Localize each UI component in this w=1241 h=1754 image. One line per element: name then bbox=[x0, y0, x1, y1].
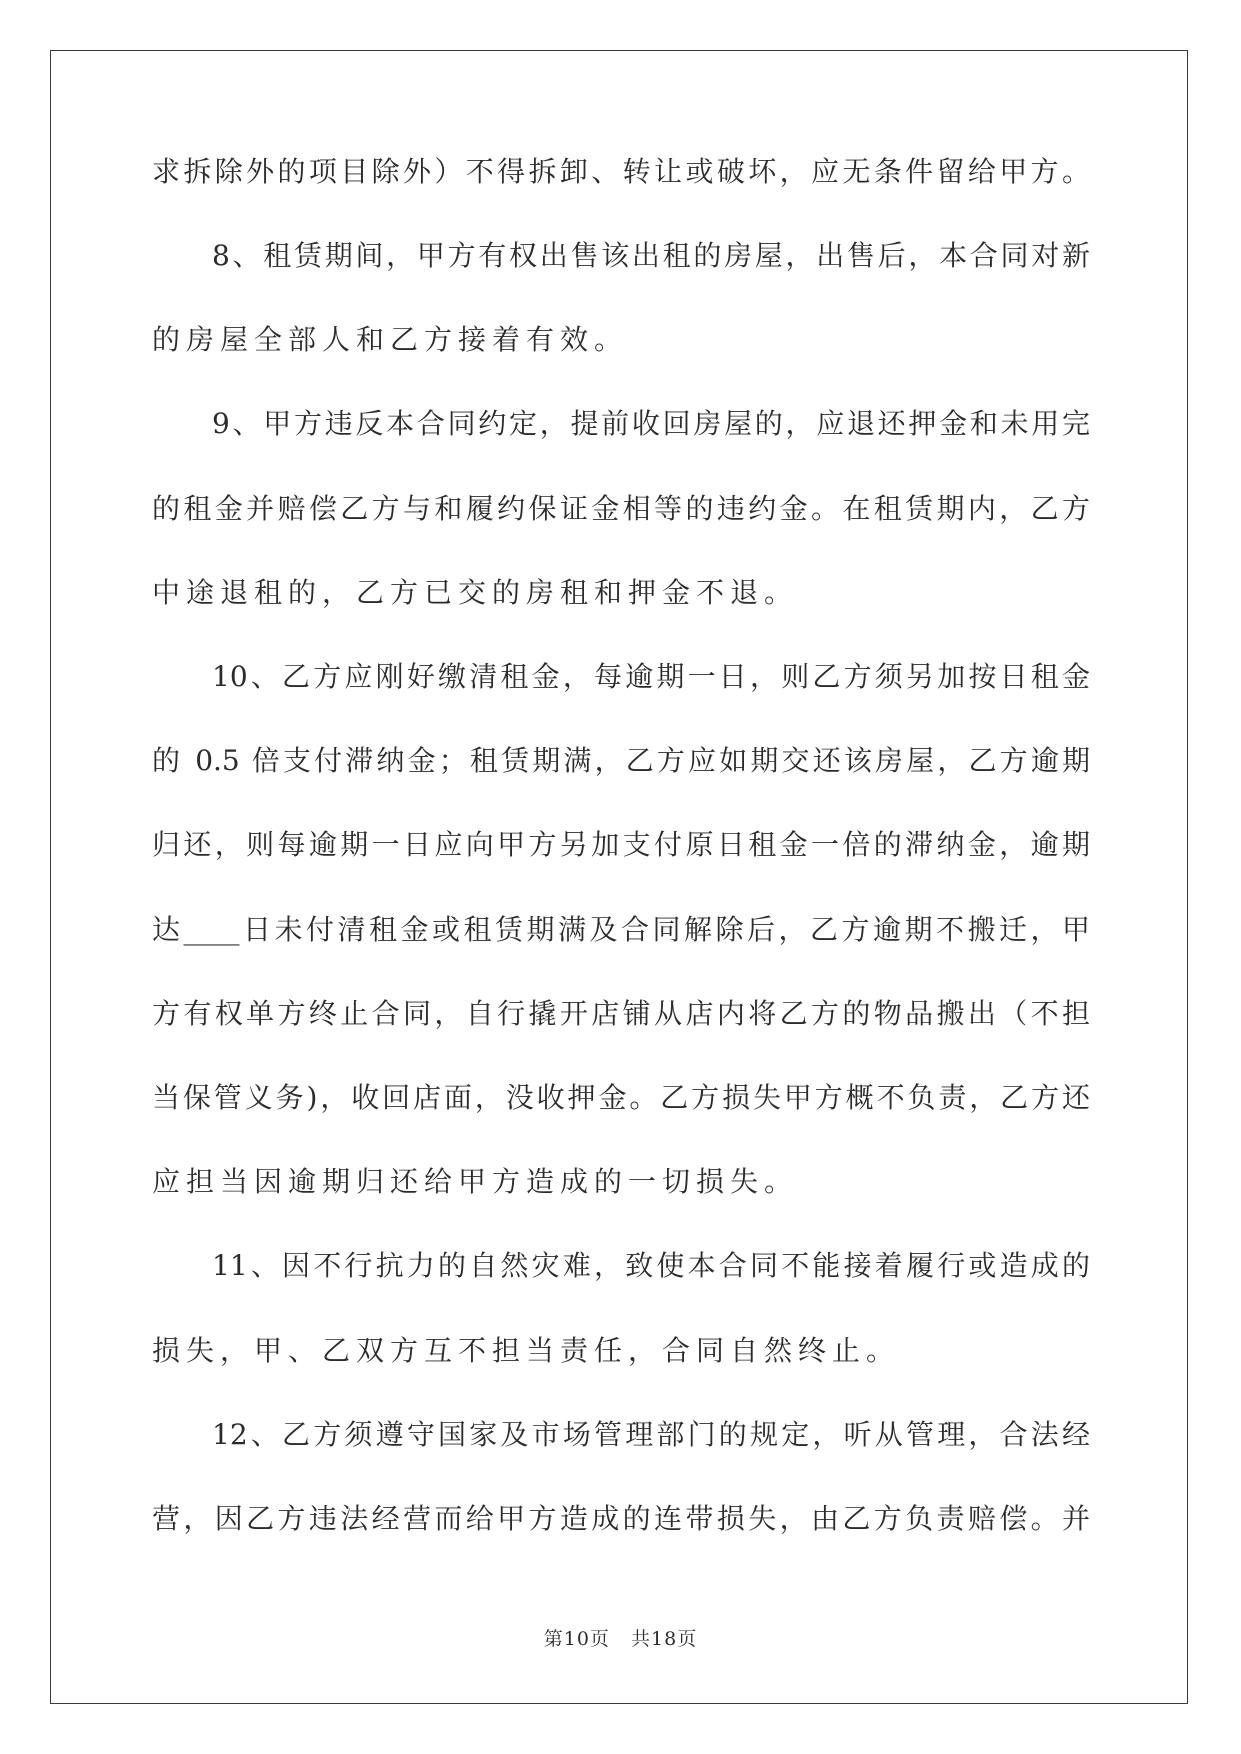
text-line: 损失，甲、乙双方互不担当责任，合同自然终止。 bbox=[152, 1333, 901, 1367]
document-body bbox=[152, 130, 1090, 1561]
text-line: 8、租赁期间，甲方有权出售该出租的房屋，出售后，本合同对新 bbox=[212, 239, 1090, 273]
text-line: 应担当因逾期归还给甲方造成的一切损失。 bbox=[152, 1165, 799, 1199]
text-line: 营，因乙方违法经营而给甲方造成的连带损失，由乙方负责赔偿。并 bbox=[152, 1501, 1090, 1535]
text-line: 当保管义务)，收回店面，没收押金。乙方损失甲方概不负责，乙方还 bbox=[152, 1080, 1090, 1114]
page-number-footer bbox=[0, 1624, 1241, 1651]
text-line: 方有权单方终止合同，自行撬开店铺从店内将乙方的物品搬出（不担 bbox=[152, 996, 1090, 1030]
text-line: 的 0.5 倍支付滞纳金；租赁期满，乙方应如期交还该房屋，乙方逾期 bbox=[152, 744, 1090, 778]
text-line: 12、乙方须遵守国家及市场管理部门的规定，听从管理，合法经 bbox=[212, 1417, 1090, 1451]
text-line: 的房屋全部人和乙方接着有效。 bbox=[152, 323, 629, 357]
page-number-label: 第10页 共18页 bbox=[543, 1628, 698, 1650]
text-line: 中途退租的，乙方已交的房租和押金不退。 bbox=[152, 575, 799, 609]
text-line: 求拆除外的项目除外）不得拆卸、转让或破坏，应无条件留给甲方。 bbox=[152, 154, 1090, 188]
text-line: 的租金并赔偿乙方与和履约保证金相等的违约金。在租赁期内，乙方 bbox=[152, 491, 1090, 525]
text-line: 11、因不行抗力的自然灾难，致使本合同不能接着履行或造成的 bbox=[212, 1249, 1090, 1283]
text-line: 达____日未付清租金或租赁期满及合同解除后，乙方逾期不搬迁，甲 bbox=[152, 912, 1090, 946]
text-line: 归还，则每逾期一日应向甲方另加支付原日租金一倍的滞纳金，逾期 bbox=[152, 828, 1090, 862]
text-line: 10、乙方应刚好缴清租金，每逾期一日，则乙方须另加按日租金 bbox=[212, 660, 1090, 694]
text-line: 9、甲方违反本合同约定，提前收回房屋的，应退还押金和未用完 bbox=[212, 407, 1090, 441]
